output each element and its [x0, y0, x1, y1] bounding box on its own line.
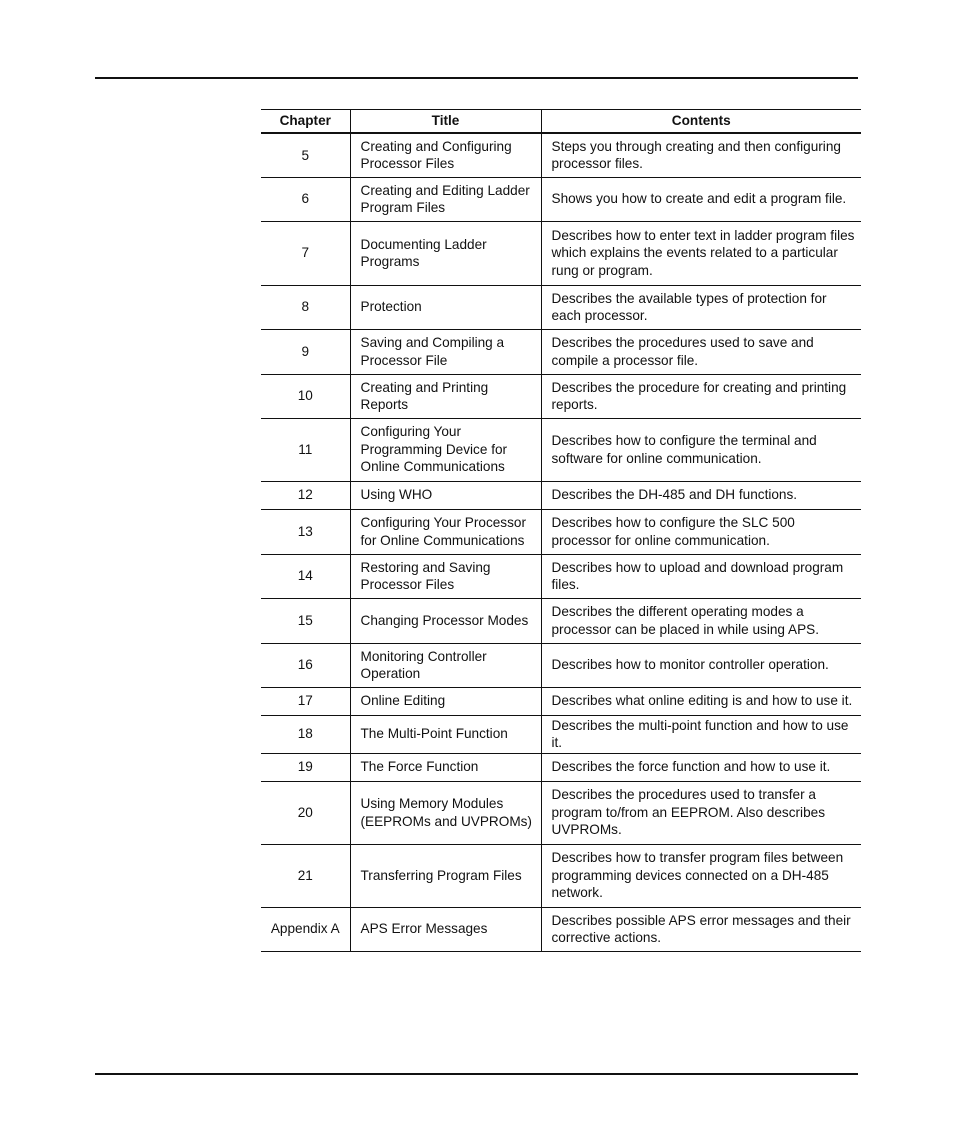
table-row [261, 221, 861, 285]
table-row [261, 907, 861, 951]
title-cell: Configuring Your Processor for Online Communications [350, 509, 541, 554]
contents-cell: Describes how to configure the terminal and software for online communication. [541, 418, 861, 481]
table-row [261, 509, 861, 554]
table-row [261, 598, 861, 643]
title-cell: APS Error Messages [350, 907, 541, 951]
contents-cell: Describes how to monitor controller operation. [541, 643, 861, 687]
footer-rule [95, 1073, 858, 1075]
title-column-header: Title [350, 110, 541, 134]
title-cell: The Multi-Point Function [350, 715, 541, 753]
table-row [261, 329, 861, 374]
table-row [261, 418, 861, 481]
table-row [261, 643, 861, 687]
contents-cell: Describes what online editing is and how to use it. [541, 687, 861, 715]
table-row [261, 285, 861, 329]
contents-cell: Shows you how to create and edit a program file. [541, 177, 861, 221]
table-row [261, 781, 861, 844]
chapter-cell: 21 [261, 844, 350, 907]
title-cell: The Force Function [350, 753, 541, 781]
chapter-cell: 19 [261, 753, 350, 781]
title-cell: Protection [350, 285, 541, 329]
title-cell: Online Editing [350, 687, 541, 715]
chapter-contents-table [261, 109, 861, 952]
chapter-cell: 20 [261, 781, 350, 844]
chapter-cell: 8 [261, 285, 350, 329]
title-cell: Using WHO [350, 481, 541, 509]
table-body [261, 133, 861, 951]
table-row [261, 133, 861, 177]
title-cell: Using Memory Modules (EEPROMs and UVPROMs) [350, 781, 541, 844]
chapter-cell: 18 [261, 715, 350, 753]
contents-cell: Describes the different operating modes a processor can be placed in while using APS. [541, 598, 861, 643]
title-cell: Monitoring Controller Operation [350, 643, 541, 687]
table-row [261, 374, 861, 418]
title-cell: Creating and Configuring Processor Files [350, 133, 541, 177]
title-cell: Transferring Program Files [350, 844, 541, 907]
contents-cell: Describes the procedures used to transfer a program to/from an EEPROM. Also describes UVPROMs. [541, 781, 861, 844]
table-row [261, 844, 861, 907]
title-cell: Creating and Editing Ladder Program Files [350, 177, 541, 221]
contents-cell: Describes the procedure for creating and printing reports. [541, 374, 861, 418]
contents-cell: Describes how to enter text in ladder program files which explains the events related to a particular rung or program. [541, 221, 861, 285]
chapter-cell: 5 [261, 133, 350, 177]
title-cell: Restoring and Saving Processor Files [350, 554, 541, 598]
table-row [261, 715, 861, 753]
contents-cell: Describes the force function and how to use it. [541, 753, 861, 781]
chapter-cell: 15 [261, 598, 350, 643]
contents-cell: Describes possible APS error messages and their corrective actions. [541, 907, 861, 951]
chapter-cell: 12 [261, 481, 350, 509]
chapter-cell: 16 [261, 643, 350, 687]
chapter-cell: 13 [261, 509, 350, 554]
table-row [261, 753, 861, 781]
table-row [261, 554, 861, 598]
chapter-cell: 7 [261, 221, 350, 285]
title-cell: Configuring Your Programming Device for Online Communications [350, 418, 541, 481]
header-rule [95, 77, 858, 79]
contents-cell: Describes how to configure the SLC 500 processor for online communication. [541, 509, 861, 554]
chapter-column-header: Chapter [261, 110, 350, 134]
title-cell: Documenting Ladder Programs [350, 221, 541, 285]
chapter-cell: 14 [261, 554, 350, 598]
contents-cell: Describes the procedures used to save and compile a processor file. [541, 329, 861, 374]
chapter-cell: 17 [261, 687, 350, 715]
title-cell: Changing Processor Modes [350, 598, 541, 643]
chapter-cell: 10 [261, 374, 350, 418]
contents-cell: Describes the DH-485 and DH functions. [541, 481, 861, 509]
chapter-cell: Appendix A [261, 907, 350, 951]
table-row [261, 177, 861, 221]
chapter-cell: 9 [261, 329, 350, 374]
contents-cell: Describes the available types of protection for each processor. [541, 285, 861, 329]
chapter-cell: 6 [261, 177, 350, 221]
contents-cell: Steps you through creating and then configuring processor files. [541, 133, 861, 177]
table-row [261, 481, 861, 509]
contents-column-header: Contents [541, 110, 861, 134]
title-cell: Saving and Compiling a Processor File [350, 329, 541, 374]
chapter-cell: 11 [261, 418, 350, 481]
contents-cell: Describes the multi-point function and how to use it. [541, 715, 861, 753]
contents-cell: Describes how to transfer program files between programming devices connected on a DH-485 network. [541, 844, 861, 907]
table-header-row [261, 110, 861, 134]
title-cell: Creating and Printing Reports [350, 374, 541, 418]
contents-cell: Describes how to upload and download program files. [541, 554, 861, 598]
table-row [261, 687, 861, 715]
